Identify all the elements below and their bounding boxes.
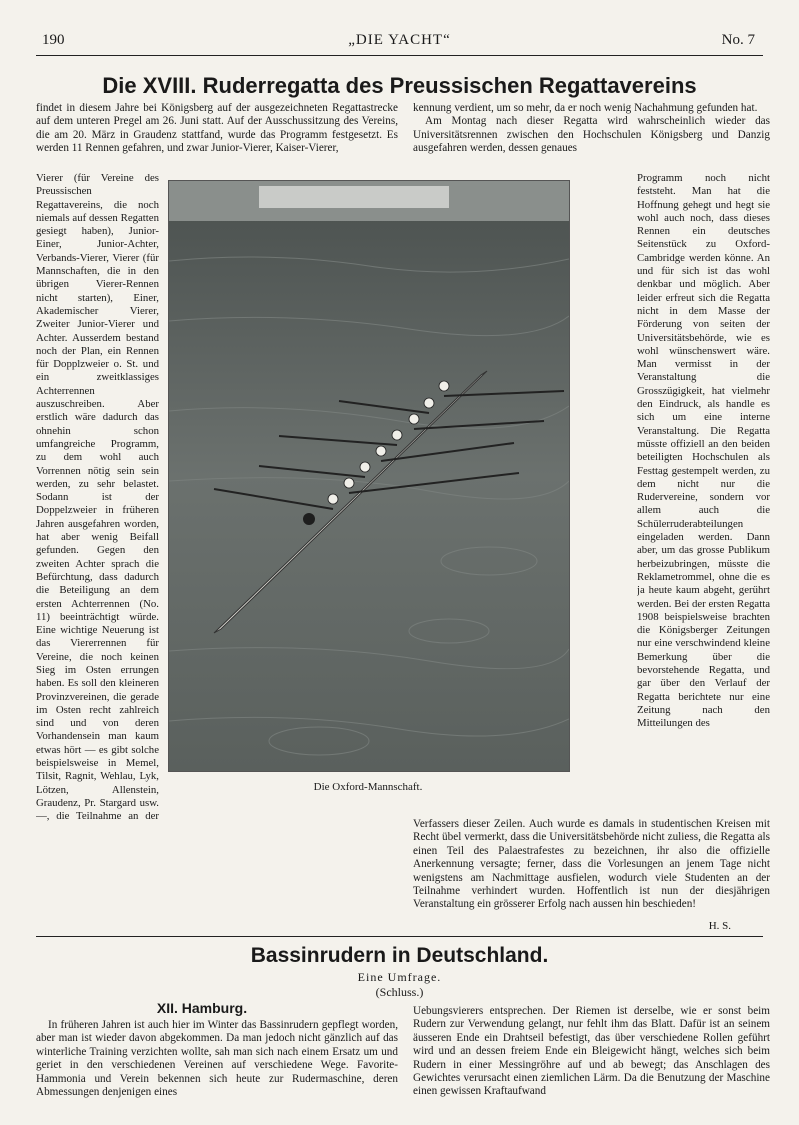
oxford-crew-photo xyxy=(168,180,570,772)
right-narrow-column xyxy=(637,172,770,825)
article2-left-column xyxy=(36,1019,398,1119)
magazine-name: „DIE YACHT“ xyxy=(348,32,451,48)
article2-note: (Schluss.) xyxy=(375,985,424,999)
page-header xyxy=(36,30,763,52)
right-top-paragraph: kennung verdient, um so mehr, da er noch wenig Nachahmung gefunden hat. xyxy=(413,102,758,114)
intro-paragraph: findet in diesem Jahre bei Königsberg auf der ausgezeichneten Regattastrecke auf dem unteren Pregel am 26. Juni statt. Auf der Ausschussitzung des Vereins, die am 20. März in Graudenz stattfand, wurde das Programm festgesetzt. Es werden 11 Rennen gefahren, und zwar Junior-Vierer, Kaiser-Vierer, xyxy=(36,102,398,155)
article2-left-text: In früheren Jahren ist auch hier im Winter das Bassinrudern gepflegt worden, aber man ist wieder davon abgekommen. Da man jedoch nicht gänzlich auf das winterliche Training verzichten wollte, sah man sich nach einem Ersatz um und geriet in den verschiedenen Vereinen auf verschiedene Wege. Favorite-Hammonia und Verein bekennen sich heute zur Rudermaschine, deren Abmessungen denjenigen eines xyxy=(36,1019,398,1099)
page-number: 190 xyxy=(42,32,65,48)
issue-number: No. 7 xyxy=(721,32,755,48)
left-column-text: Vierer (für Vereine des Preussischen Regattavereins, die noch niemals auf dessen Regatten gesiegt haben), Junior-Einer, Junior-Achter, Verbands-Vierer, Vierer (für Mannschaften, die in den übrigen Vierer-Rennen nicht starten), Einer, Akademischer Vierer, Zweiter Junior-Vierer und Achter. Ausserdem bestand noch der Plan, ein Rennen für Dopplzweier o. St. und ein zweitklassiges Achterrennen auszuschreiben. Aber erstlich wäre dadurch das ohnehin schon umfangreiche Programm, zu dem wohl auch Vorrennen nötig sein sein werden, zu sehr belastet. Sodann ist der Doppelzweier in früheren Jahren ausgefahren worden, hat aber wenig Beifall gefunden. Gegen den zweiten Achter sprach die Befürchtung, dass dadurch die Beteiligung an dem ersten Achterrennen (No. 11) beeinträchtigt würde. Eine wichtige Neuerung ist das Viererrennen für Vereine, die noch keinen Sieg im Osten errungen haben. Es soll den kleineren Provinzvereinen, die gerade im Osten recht zahlreich sind und von deren Vorhandensein man kaum etwas hört — es gibt solche beispielsweise in Memel, Tilsit, Ragnit, Wehlau, Lyk, Lötzen, Allenstein, Graudenz, Pr. Stargard usw. —, die Teilnahme an der xyxy=(36,172,159,823)
rowing-eight-illustration xyxy=(169,181,569,771)
left-narrow-column xyxy=(36,172,159,825)
article-title: Die XVIII. Ruderregatta des Preussischen Regattavereins xyxy=(102,73,697,98)
header-rule xyxy=(36,55,763,56)
right-second-paragraph: Am Montag nach dieser Regatta wird wahrscheinlich wieder das Universitätsrennen zwischen den Hochschulen Königsberg und Danzig ausgefahren werden, dessen genaues xyxy=(413,115,770,155)
right-bottom-paragraph: Verfassers dieser Zeilen. Auch wurde es damals in studentischen Kreisen mit Recht übel vermerkt, dass die Universitätsbehörde nicht zuliess, die Regatta als einen Teil des Palaestrafestes zu bezeichnen, ihr also die offizielle Anerkennung versagte; ferner, dass die Vorlesungen an jenem Tage nicht wenigstens am Nachmittage ausfielen, wodurch viele Studenten an der Teilnahme verhindert wurden. Hoffentlich ist nun der diesjährigen Veranstaltung ein grösserer Erfolg nach aussen hin beschieden! xyxy=(413,818,770,911)
article2-subtitle: Eine Umfrage. xyxy=(357,970,442,984)
photo-caption: Die Oxford-Mannschaft. xyxy=(313,781,423,793)
article2-title: Bassinrudern in Deutschland. xyxy=(250,944,549,967)
article-bottom xyxy=(36,818,770,918)
right-column-text: Programm noch nicht feststeht. Man hat die Hoffnung gehegt und hegt sie wohl auch noch, dass dieses Rennen ein deutsches Seitenstück zu Oxford-Cambridge werden könne. An und für sich ist das wohl denkbar und möglich. Aber leider erfreut sich die Regatta nicht in dem Masse der Förderung von seiten der Universitätsbehörde, wie es wohl wünschenswert wäre. Man vermisst in der Veranstaltung die Grosszügigkeit, hat vielmehr den Eindruck, als handle es sich um eine interne Veranstaltung. Die Regatta müsste offiziell an den beiden beteiligten Hochschulen als Festtag gestempelt werden, zu dem nicht nur die Rudervereine, sondern vor allem auch die Schülerruderabteilungen eingeladen werden. Dann aber, um das grosse Publikum herbeizubringen, müsste die Reklametrommel, ohne die es ja heute kaum abgeht, gerührt werden. Bei der ersten Regatta 1908 beispielsweise brachten die Königsberger Zeitungen nur eine verschwindend kleine Bemerkung über die bevorstehende Regatta, und gar über den Verlauf der Regatta berichtete nur eine Zeitung nach den Mitteilungen des xyxy=(637,172,770,730)
article2-right-text: Uebungsvierers entsprechen. Der Riemen ist derselbe, wie er sonst beim Rudern zur Verwendung gelangt, nur fehlt ihm das Blatt. Dafür ist an seinem äusseren Ende ein Drahtseil befestigt, das über verschiedene Rollen geführt wird und an dessen freiem Ende ein Bleigewicht hängt, welches sich beim Rudern in einer Messingröhre auf und ab bewegt; das Anschlagen des Gewichtes verursacht einen ziemlichen Lärm. Da die Benutzung der Maschine einen gewissen Kraftaufwand xyxy=(413,1005,770,1098)
article-intro xyxy=(36,102,770,170)
section-heading: XII. Hamburg. xyxy=(156,1000,248,1016)
section-rule xyxy=(36,936,763,937)
author-signature: H. S. xyxy=(708,920,731,932)
article2-right-column xyxy=(413,1005,770,1120)
